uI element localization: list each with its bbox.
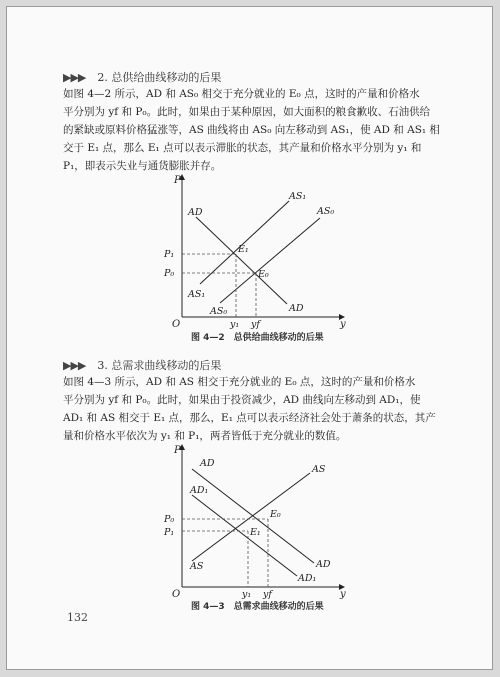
figure-4-2-diagram: [152, 169, 352, 329]
figure-4-3-diagram: [152, 439, 352, 599]
as-curve: [192, 473, 310, 561]
section-3-paragraph: [63, 373, 455, 445]
paragraph-line: 交于 E₁ 点，那么 E₁ 点可以表示滞胀的状态，其产量和价格水平分别为 y₁ 和: [63, 142, 422, 154]
as-top-label: AS: [312, 464, 326, 475]
e0-label: E₀: [258, 269, 269, 280]
as0-bottom-label: AS₀: [210, 306, 228, 317]
as1-bottom-label: AS₁: [188, 289, 206, 300]
section-arrows: ▶▶▶: [63, 71, 86, 84]
section-3-heading: [63, 357, 221, 373]
as0-top-label: AS₀: [317, 206, 335, 217]
p-axis-label: P: [174, 445, 181, 456]
section-arrows: ▶▶▶: [63, 359, 86, 372]
paragraph-line: 平分别为 yf 和 P₀。此时，如果由于投资减少，AD 曲线向左移动到 AD₁，使: [63, 394, 421, 406]
ad-top-label: AD: [200, 458, 215, 469]
p1-label: P₁: [164, 249, 175, 260]
as0-curve: [220, 218, 320, 303]
paragraph-line: P₁，即表示失业与通货膨胀并存。: [63, 160, 222, 172]
ad-bottom-label: AD: [289, 303, 304, 314]
e1-label: E₁: [238, 244, 249, 255]
paragraph-line: 的紧缺或原料价格猛涨等，AS 曲线将由 AS₀ 向左移动到 AS₁，使 AD 和 AS₁ 相: [63, 124, 440, 136]
as-bottom-label: AS: [190, 561, 204, 572]
section-2-paragraph: [63, 85, 455, 175]
ad1-bottom-label: AD₁: [298, 573, 317, 584]
as1-curve: [200, 201, 289, 284]
paragraph-line: 如图 4—2 所示，AD 和 AS₀ 相交于充分就业的 E₀ 点，这时的产量和价格水: [63, 88, 420, 100]
origin-label: O: [172, 319, 181, 329]
yf-label: yf: [263, 589, 272, 599]
ad-bottom-label: AD: [316, 559, 331, 570]
p0-label: P₀: [164, 268, 175, 279]
figure-4-2-caption: 图 4—2 总供给曲线移动的后果: [191, 333, 324, 343]
y-axis-label: y: [340, 589, 346, 599]
p0-label: P₀: [164, 514, 175, 525]
p1-label: P₁: [164, 527, 175, 538]
section-2-heading: [63, 69, 221, 85]
paragraph-line: 量和价格水平依次为 y₁ 和 P₁，两者皆低于充分就业的数值。: [63, 430, 347, 442]
ad1-curve: [192, 495, 297, 576]
ad-curve: [196, 217, 287, 304]
paragraph-line: 如图 4—3 所示，AD 和 AS 相交于充分就业的 E₀ 点，这时的产量和价格水: [63, 376, 416, 388]
paragraph-line: AD₁ 和 AS 相交于 E₁ 点，那么，E₁ 点可以表示经济社会处于萧条的状态，其产: [63, 412, 436, 424]
y-axis-label: y: [340, 319, 346, 329]
yf-label: yf: [251, 319, 260, 329]
e0-label: E₀: [270, 509, 281, 520]
section-2-title: 2. 总供给曲线移动的后果: [97, 71, 222, 84]
as1-top-label: AS₁: [289, 191, 307, 202]
page-number: 132: [67, 611, 88, 624]
origin-label: O: [172, 589, 181, 599]
y1-label: y₁: [230, 319, 240, 329]
paragraph-line: 平分别为 yf 和 P₀。此时，如果由于某种原因，如大面积的粮食歉收、石油供给: [63, 106, 431, 118]
figure-4-3-caption: 图 4—3 总需求曲线移动的后果: [191, 602, 324, 612]
section-3-title: 3. 总需求曲线移动的后果: [97, 359, 222, 372]
y1-label: y₁: [242, 589, 252, 599]
ad1-top-label: AD₁: [190, 485, 209, 496]
e1-label: E₁: [250, 527, 261, 538]
p-axis-label: P: [174, 175, 181, 186]
book-page: [6, 6, 493, 670]
ad-top-label: AD: [188, 207, 203, 218]
